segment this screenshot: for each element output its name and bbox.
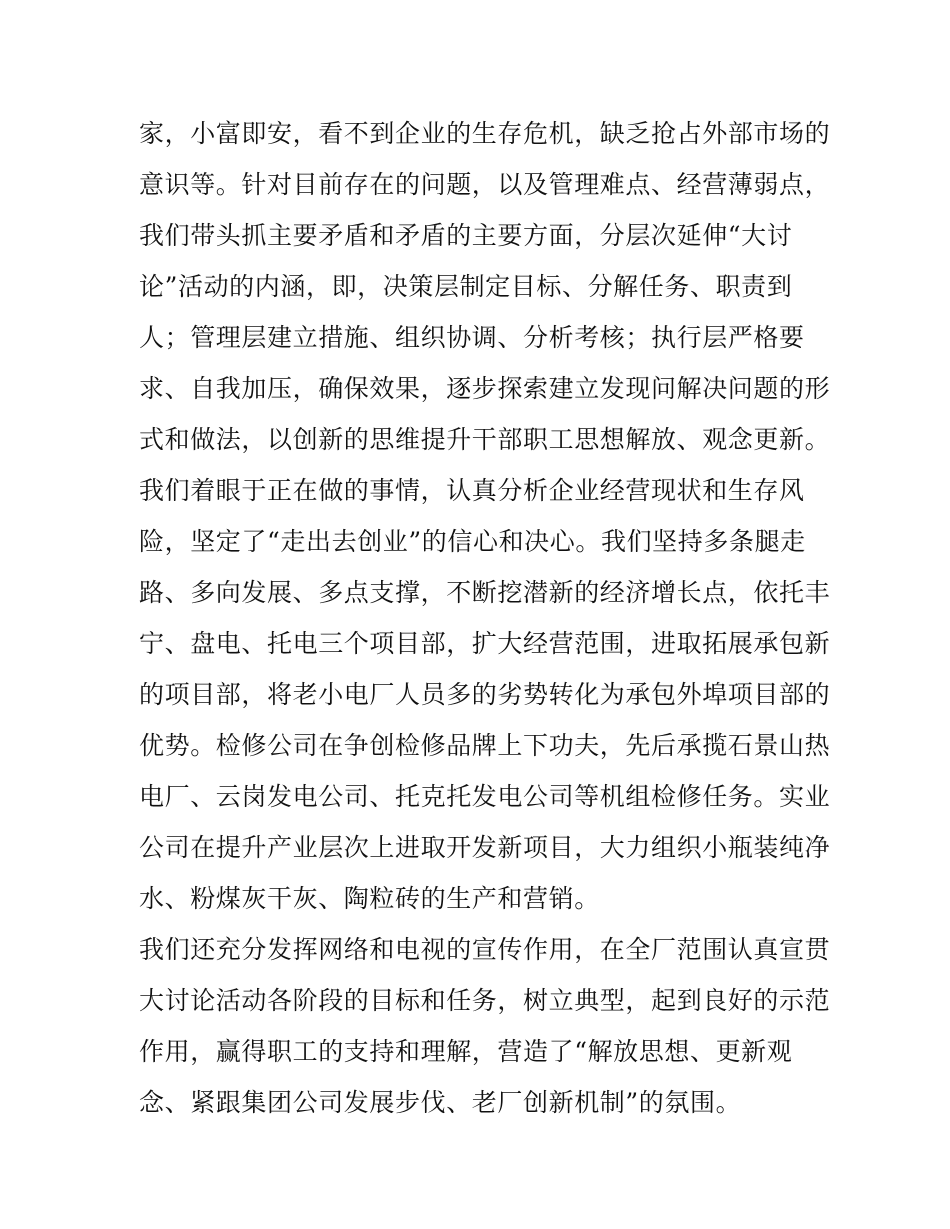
text-line: 我们还充分发挥网络和电视的宣传作用，在全厂范围认真宣贯 [139,935,831,964]
text-line: 念、紧跟集团公司发展步伐、老厂创新机制”的氛围。 [139,1088,742,1117]
text-line: 论”活动的内涵，即，决策层制定目标、分解任务、职责到 [139,272,793,301]
text-line: 求、自我加压，确保效果，逐步探索建立发现问解决问题的形 [139,374,831,403]
text-line: 我们带头抓主要矛盾和矛盾的主要方面，分层次延伸“大讨 [139,221,793,250]
text-line: 式和做法，以创新的思维提升干部职工思想解放、观念更新。 [139,425,831,454]
text-line: 水、粉煤灰干灰、陶粒砖的生产和营销。 [139,884,600,913]
text-line: 我们着眼于正在做的事情，认真分析企业经营现状和生存风 [139,476,805,505]
text-line: 路、多向发展、多点支撑，不断挖潜新的经济增长点，依托丰 [139,578,831,607]
text-line: 人；管理层建立措施、组织协调、分析考核；执行层严格要 [139,323,805,352]
text-line: 宁、盘电、托电三个项目部，扩大经营范围，进取拓展承包新 [139,629,831,658]
text-line: 大讨论活动各阶段的目标和任务，树立典型，起到良好的示范 [139,986,831,1015]
text-line: 公司在提升产业层次上进取开发新项目，大力组织小瓶装纯净 [139,833,831,862]
body-text [139,108,831,1128]
text-line: 险，坚定了“走出去创业”的信心和决心。我们坚持多条腿走 [139,527,806,556]
text-line: 意识等。针对目前存在的问题，以及管理难点、经营薄弱点， [139,170,831,199]
text-line: 家，小富即安，看不到企业的生存危机，缺乏抢占外部市场的 [139,119,831,148]
text-line: 优势。检修公司在争创检修品牌上下功夫，先后承揽石景山热 [139,731,831,760]
text-line: 作用，赢得职工的支持和理解，营造了“解放思想、更新观 [139,1037,793,1066]
text-line: 的项目部，将老小电厂人员多的劣势转化为承包外埠项目部的 [139,680,831,709]
text-line: 电厂、云岗发电公司、托克托发电公司等机组检修任务。实业 [139,782,831,811]
